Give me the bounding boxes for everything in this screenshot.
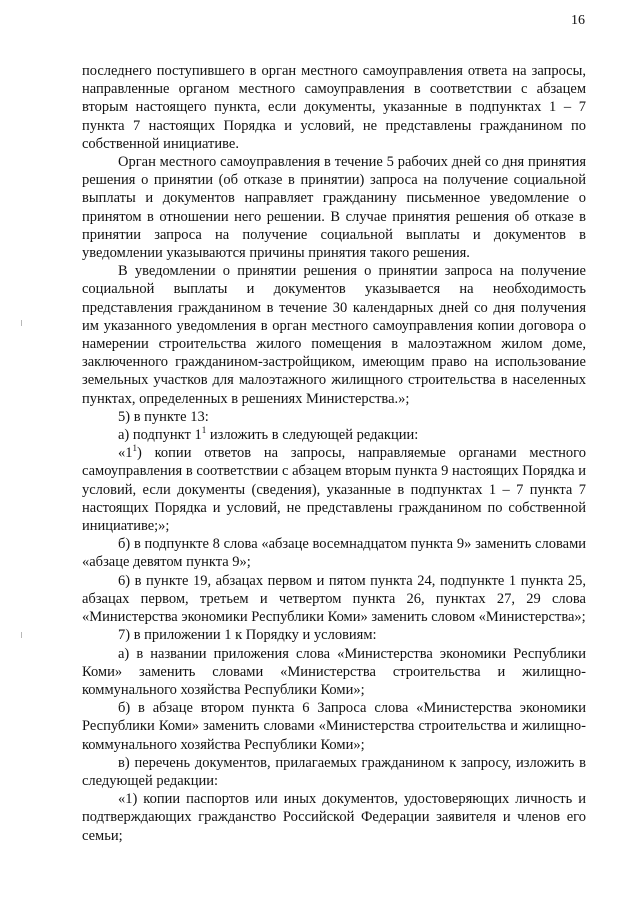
paragraph: в) перечень документов, прилагаемых гражданином к запросу, изложить в следующей редакции: <box>82 754 586 789</box>
superscript: 1 <box>201 425 207 436</box>
paragraph-text: изложить в следующей редакции: <box>206 427 419 444</box>
paragraph: а) в названии приложения слова «Министерства экономики Республики Коми» заменить словами «Министерства строительства и жилищно-коммунального хозяйства Республики Коми»; <box>82 645 586 698</box>
paragraph-text: а) подпункт 1 <box>118 427 202 444</box>
paragraph: Орган местного самоуправления в течение 5 рабочих дней со дня принятия решения о принятии (об отказе в принятии) запроса на получение социальной выплаты и документов направляет гражданину письменное уведомление о принятом в отношении него решении. В случае принятия решения об отказе в принятии запроса на получение социальной выплаты и документов в уведомлении указываются причины принятия такого решения. <box>82 154 586 262</box>
paragraph <box>82 444 586 535</box>
paragraph: 6) в пункте 19, абзацах первом и пятом пункта 24, подпункте 1 пункта 25, абзацах первом, третьем и четвертом пункта 26, пунктах 27, 29 слова «Министерства экономики Республики Коми» заменить словом «Министерства»; <box>82 572 586 626</box>
paragraph: В уведомлении о принятии решения о принятии запроса на получение социальной выплаты и документов указывается на необходимость представления гражданином в течение 30 календарных дней со дня получения им указанного уведомления в орган местного самоуправления копии договора о намерении строительства жилого помещения в малоэтажном жилом доме, заключенного гражданином-застройщиком, имеющим право на использование земельных участков для малоэтажного жилищного строительства в населенных пунктах, определенных в решениях Министерства.»; <box>82 263 586 407</box>
paragraph: последнего поступившего в орган местного самоуправления ответа на запросы, направленные органом местного самоуправления в соответствии с абзацем вторым настоящего пункта, если документы, указанные в подпунктах 1 – 7 пункта 7 настоящих Порядка и условий, не представлены гражданином по собственной инициативе. <box>82 63 586 152</box>
document-body <box>82 62 586 845</box>
superscript: 1 <box>132 443 137 454</box>
page-number: 16 <box>571 13 585 28</box>
scan-mark <box>21 632 22 638</box>
paragraph <box>82 426 586 444</box>
scan-mark <box>21 320 22 326</box>
paragraph: б) в подпункте 8 слова «абзаце восемнадцатом пункта 9» заменить словами «абзаце девятом пункта 9»; <box>82 536 586 571</box>
paragraph: 5) в пункте 13: <box>118 408 209 425</box>
paragraph: «1) копии паспортов или иных документов, удостоверяющих личность и подтверждающих гражданство Российской Федерации заявителя и членов его семьи; <box>82 791 586 844</box>
paragraph: 7) в приложении 1 к Порядку и условиям: <box>118 627 377 644</box>
paragraph: б) в абзаце втором пункта 6 Запроса слова «Министерства экономики Республики Коми» заменить словами «Министерства строительства и жилищно-коммунального хозяйства Республики Коми»; <box>82 700 586 753</box>
paragraph-text: «1 <box>118 445 133 462</box>
paragraph-text: ) копии ответов на запросы, направляемые органами местного самоуправления в соответствии с абзацем вторым пункта 9 настоящих Порядка и условий, если документы (сведения), указанные в подпунктах 1 – 7 пункта 7 настоящих Порядка и условий, не представлены гражданином по собственной инициативе;»; <box>82 445 586 535</box>
